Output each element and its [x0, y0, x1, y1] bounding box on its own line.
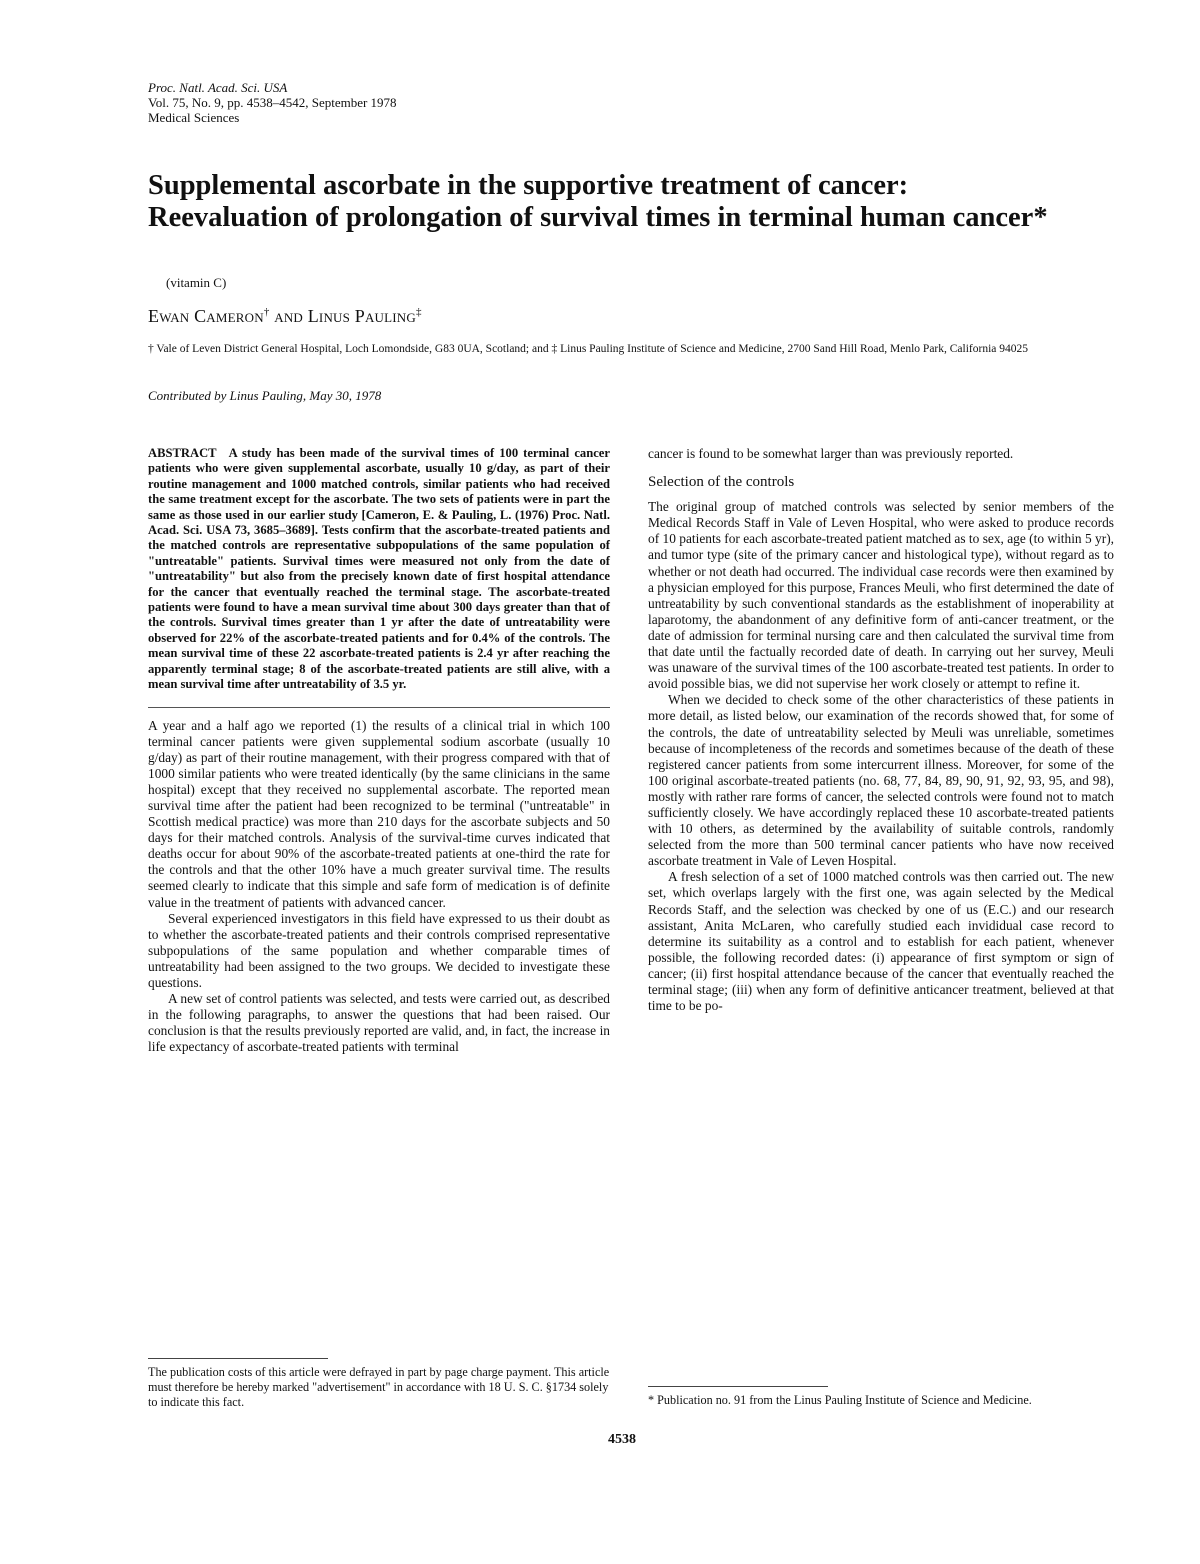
journal-section: Medical Sciences — [148, 110, 240, 125]
body-paragraph-5: When we decided to check some of the other characteristics of these patients in more detail, as listed below, our examination of the records showed that, for some of the controls, the date of untreatability selected by Meuli was unreliable, sometimes because of incompleteness of the records and sometimes because of the death of these registered cancer patients from some intercurrent illness. Moreover, for some of the 100 original ascorbate-treated patients (no. 68, 77, 84, 89, 90, 91, 92, 93, 95, and 98), mostly with rather rare forms of cancer, the selected controls were found not to match sufficiently closely. We have accordingly replaced these 10 ascorbate-treated patients with 10 others, as determined by the availability of suitable controls, randomly selected from the more than 500 terminal cancer patients who have now received ascorbate treatment in Vale of Leven Hospital. — [648, 692, 1114, 869]
body-paragraph-3: A new set of control patients was selected, and tests were carried out, as described in the following paragraphs, to answer the questions that had been raised. Our conclusion is that the results previously reported are valid, and, in fact, the increase in life expectancy of ascorbate-treated patients with terminal — [148, 991, 610, 1055]
page-number: 4538 — [608, 1432, 636, 1447]
abstract — [148, 446, 610, 693]
footnote-divider-left — [148, 1358, 328, 1359]
right-column — [648, 446, 1114, 1014]
footnote-left-text: The publication costs of this article were defrayed in part by page charge payment. This article must therefore be hereby marked "advertisement" in accordance with 18 U. S. C. §1734 solely to indicate this fact. — [148, 1365, 610, 1409]
body-paragraph-4: The original group of matched controls was selected by senior members of the Medical Records Staff in Vale of Leven Hospital, who were asked to produce records of 10 patients for each ascorbate-treated patient matched as to sex, age (to within 5 yr), and tumor type (site of the primary cancer and histological type), without regard as to whether or not death had occurred. The individual case records were then examined by a physician employed for this purpose, Frances Meuli, who first determined the date of untreatability by such conventional standards as the establishment of inoperability at laparotomy, the abandonment of any definitive form of anti-cancer treatment, or the date of admission for terminal nursing care and then calculated the survival time from that date until the factually recorded date of death. In carrying out her survey, Meuli was unaware of the survival times of the 100 ascorbate-treated test patients. In order to avoid possible bias, we did not supervise her work closely or attempt to refine it. — [648, 499, 1114, 692]
author-line — [148, 306, 422, 327]
footnote-right-text: * Publication no. 91 from the Linus Pauling Institute of Science and Medicine. — [648, 1393, 1032, 1407]
section-heading-controls: Selection of the controls — [648, 474, 795, 491]
body-paragraph-6: A fresh selection of a set of 1000 matched controls was then carried out. The new set, which overlaps largely with the first one, was again selected by the Medical Records Staff, and the selection was checked by one of us (E.C.) and our research assistant, Anita McLaren, who carefully studied each invididual case record to determine its suitability as a control and to establish for each patient, whenever possible, the following recorded dates: (i) appearance of first symptom or sign of cancer; (ii) first hospital attendance because of the cancer that eventually reached the terminal stage; (iii) when any form of definitive anticancer treatment, believed at that time to be po- — [648, 869, 1114, 1014]
article-keyword: (vitamin C) — [166, 275, 227, 290]
journal-name: Proc. Natl. Acad. Sci. USA — [148, 80, 288, 95]
abstract-divider — [148, 707, 610, 708]
author-and: and — [274, 306, 304, 326]
body-paragraph-1: A year and a half ago we reported (1) the results of a clinical trial in which 100 terminal cancer patients were given supplemental sodium ascorbate (usually 10 g/day) as part of their routine management, with their progress compared with that of 1000 similar patients who were treated identically (by the same clinicians in the same hospital) except that they received no supplemental ascorbate. The reported mean survival time after the patient had been recognized to be terminal ("untreatable" in Scottish medical practice) was more than 210 days for the ascorbate subjects and 50 days for their matched controls. Analysis of the survival-time curves indicated that deaths occur for about 90% of the ascorbate-treated patients at one-third the rate for the controls and that the other 10% have a much greater survival time. The results seemed clearly to indicate that this simple and safe form of medication is of definite value in the treatment of patients with advanced cancer. — [148, 717, 610, 910]
author-pauling-mark: ‡ — [415, 306, 422, 318]
contributed-line: Contributed by Linus Pauling, May 30, 1978 — [148, 388, 382, 403]
abstract-text: A study has been made of the survival times of 100 terminal cancer patients who were given supplemental ascorbate, usually 10 g/day, as part of their routine management and 1000 matched controls, similar patients who had received the same treatment except for the ascorbate. The two sets of patients were in part the same as those used in our earlier study [Cameron, E. & Pauling, L. (1976) Proc. Natl. Acad. Sci. USA 73, 3685–3689]. Tests confirm that the ascorbate-treated patients and the matched controls are representative subpopulations of the same population of "untreatable" patients. Survival times were measured not only from the date of "untreatability" but also from the precisely known date of first hospital attendance for the cancer that eventually reached the terminal stage. The ascorbate-treated patients were found to have a mean survival time about 300 days greater than that of the controls. Survival times greater than 1 yr after the date of untreatability were observed for 22% of the ascorbate-treated patients and for 0.4% of the controls. The mean survival time of these 22 ascorbate-treated patients is 2.4 yr after reaching the apparently terminal stage; 8 of the ascorbate-treated patients are still alive, with a mean survival time after untreatability of 3.5 yr. — [148, 446, 610, 692]
author-affiliations: † Vale of Leven District General Hospital, Loch Lomondside, G83 0UA, Scotland; and ‡ Linus Pauling Institute of Science and Medicine, 2700 Sand Hill Road, Menlo Park, California 94025 — [148, 343, 1029, 355]
author-pauling: Linus Pauling — [307, 306, 416, 326]
author-cameron-mark: † — [263, 306, 270, 318]
author-cameron: Ewan Cameron — [148, 306, 264, 326]
body-paragraph-continued: cancer is found to be somewhat larger than was previously reported. — [648, 446, 1014, 461]
abstract-label: ABSTRACT — [148, 446, 217, 460]
footnote-publication-number — [648, 1386, 1114, 1408]
footnote-divider-right — [648, 1386, 828, 1387]
article-title: Supplemental ascorbate in the supportive treatment of cancer: Reevaluation of prolongation of survival times in terminal human cancer* — [148, 170, 1048, 233]
left-column — [148, 446, 610, 1055]
footnote-publication-costs — [148, 1358, 610, 1410]
journal-volume: Vol. 75, No. 9, pp. 4538–4542, September 1978 — [148, 95, 397, 110]
body-paragraph-2: Several experienced investigators in this field have expressed to us their doubt as to whether the ascorbate-treated patients and their controls comprised representative subpopulations of the same population and whether comparable times of untreatability had been assigned to the two groups. We decided to investigate these questions. — [148, 910, 610, 990]
journal-header — [148, 80, 397, 125]
